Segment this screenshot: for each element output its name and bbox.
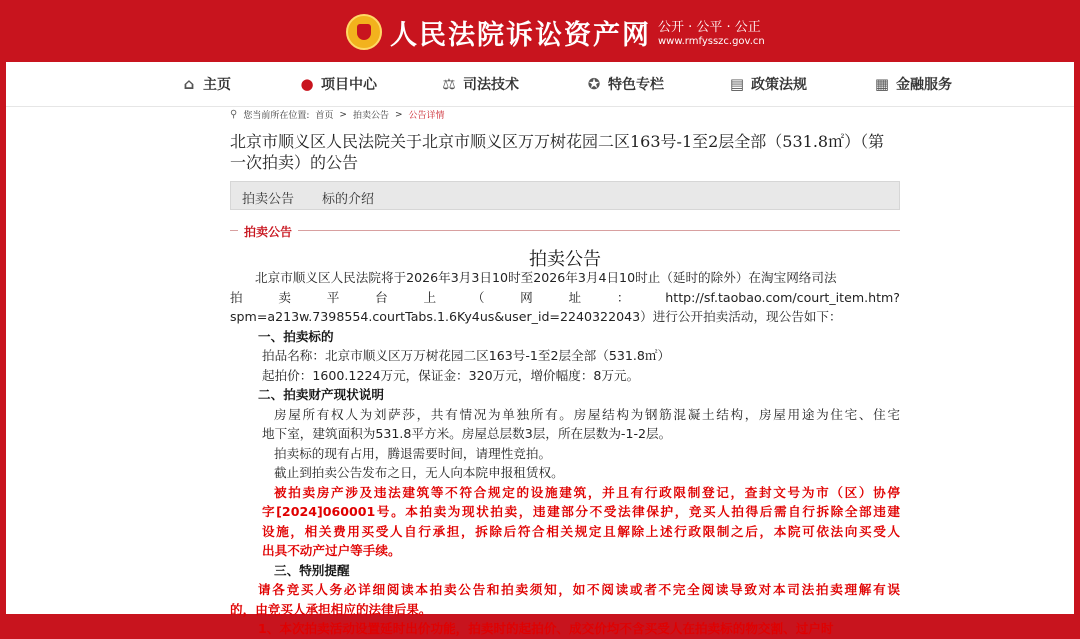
nav-item-label: 特色专栏 <box>608 77 664 93</box>
doc-intro-line: spm=a213w.7398554.courtTabs.1.6Ky4us&user_id=2240322043）进行公开拍卖活动，现公告如下： <box>230 309 842 324</box>
nav-item-home[interactable] <box>180 74 231 94</box>
doc-item-name: 拍品名称：北京市顺义区万万树花园二区163号-1至2层全部（531.8㎡） <box>262 348 671 363</box>
breadcrumb-current: 公告详情 <box>408 111 445 121</box>
nav-item-label: 主页 <box>203 77 231 93</box>
doc-intro-line: 拍 卖 平 台 上 （ 网 址 ： http://sf.taobao.com/court_item.htm? <box>230 289 900 305</box>
nav-item-label: 司法技术 <box>463 77 519 93</box>
home-icon: ⌂ <box>183 75 195 93</box>
breadcrumb-separator: > <box>339 109 347 120</box>
doc-warning: 设施，相关费用买受人自行承担，拆除后符合相关规定且解除上述行政限制之后，本院可依法向买受人 <box>262 523 900 539</box>
doc-warning: 被拍卖房产涉及违法建筑等不符合规定的设施建筑，并且有行政限制登记，查封文号为市（区）协停 <box>274 484 900 500</box>
doc-heading: 三、特别提醒 <box>274 562 350 578</box>
section-divider <box>230 230 900 231</box>
nav-item-label: 金融服务 <box>896 77 952 93</box>
nav-item-label: 政策法规 <box>751 77 807 93</box>
tab-bar <box>230 181 900 210</box>
doc-warning: 字[2024]060001号。本拍卖为现状拍卖，违建部分不受法律保护，竞买人拍得后需自行拆除全部违建 <box>262 504 900 519</box>
doc-intro-line: 北京市顺义区人民法院将于2026年3月3日10时至2026年3月4日10时止（延时的除外）在淘宝网络司法 <box>255 270 837 285</box>
nav-item-judicial-tech[interactable] <box>440 74 519 94</box>
scales-icon: ⚖ <box>442 75 456 93</box>
page-frame <box>6 0 1074 636</box>
doc-paragraph: 拍卖标的现有占用，腾退需要时间，请理性竞拍。 <box>274 445 552 461</box>
site-title[interactable]: 人民法院诉讼资产网 <box>390 20 651 51</box>
doc-heading: 一、拍卖标的 <box>258 328 334 344</box>
breadcrumb-home[interactable]: 首页 <box>315 111 334 121</box>
breadcrumb <box>230 108 451 121</box>
breadcrumb-auction-notices[interactable]: 拍卖公告 <box>352 111 389 121</box>
location-pin-icon: ⚲ <box>230 109 238 120</box>
page-title: 北京市顺义区人民法院关于北京市顺义区万万树花园二区163号-1至2层全部（531.8㎡）（第一次拍卖）的公告 <box>230 132 885 172</box>
nav-item-label: 项目中心 <box>321 77 377 93</box>
breadcrumb-prefix: 您当前所在位置: <box>243 111 310 121</box>
section-heading: 拍卖公告 <box>238 223 298 240</box>
document-title: 拍卖公告 <box>529 249 601 270</box>
doc-reminder: 的，由竞买人承担相应的法律后果。 <box>230 601 432 617</box>
main-nav <box>6 62 1074 107</box>
nav-item-policy[interactable] <box>728 74 807 94</box>
tab-item-intro[interactable]: 标的介绍 <box>322 192 375 207</box>
doc-reminder: 请各竞买人务必详细阅读本拍卖公告和拍卖须知，如不阅读或者不完全阅读导致对本司法拍卖理解有误 <box>258 582 900 597</box>
doc-paragraph: 地下室，建筑面积为531.8平方米。房屋总层数3层，所在层数为-1-2层。 <box>262 426 672 441</box>
doc-heading: 二、拍卖财产现状说明 <box>258 387 384 402</box>
doc-paragraph: 房屋所有权人为刘萨莎，共有情况为单独所有。房屋结构为钢筋混凝土结构，房屋用途为住宅、住宅 <box>274 406 900 422</box>
nav-item-finance[interactable] <box>873 74 952 94</box>
book-icon: ▤ <box>729 75 745 93</box>
nav-item-project-center[interactable] <box>298 74 377 94</box>
doc-warning: 出具不动产过户等手续。 <box>262 543 401 558</box>
document-icon: ▦ <box>874 75 890 93</box>
doc-paragraph: 截止到拍卖公告发布之日，无人向本院申报租赁权。 <box>274 465 564 480</box>
site-header <box>6 0 1074 62</box>
tab-auction-notice[interactable]: 拍卖公告 <box>242 192 295 207</box>
site-url: www.rmfysszc.gov.cn <box>658 36 765 47</box>
doc-reminder: 1、本次拍卖活动设置延时出价功能，拍卖时的起拍价、成交价均不含买受人在拍卖标的物交割、过户时 <box>258 621 834 636</box>
star-badge-icon: ✪ <box>587 75 601 93</box>
court-emblem-icon[interactable] <box>346 14 382 50</box>
breadcrumb-separator: > <box>394 109 403 120</box>
nav-item-special-column[interactable] <box>585 74 664 94</box>
document-body <box>230 268 900 639</box>
doc-price: 起拍价：1600.1224万元，保证金：320万元，增价幅度：8万元。 <box>262 367 640 383</box>
gavel-icon: ● <box>300 75 314 93</box>
site-slogan: 公开 · 公平 · 公正 <box>658 20 761 35</box>
